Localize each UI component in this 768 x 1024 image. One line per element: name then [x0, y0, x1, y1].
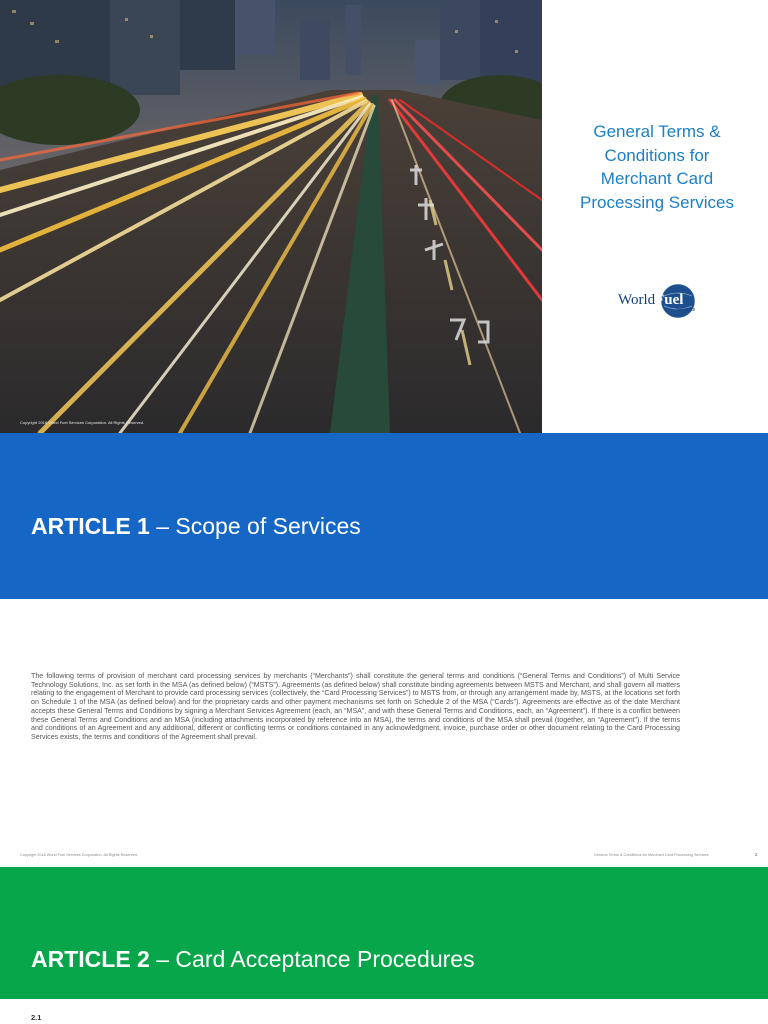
article-title: Scope of Services — [175, 513, 361, 539]
cover-title-line: Processing Services — [579, 192, 734, 212]
logo-wordmark — [618, 292, 683, 309]
page-number: 2 — [755, 852, 758, 857]
cover-title — [556, 120, 758, 214]
heading-separator: – — [149, 513, 176, 539]
heading-separator: – — [149, 946, 176, 972]
article-2-heading — [31, 946, 475, 973]
article-2-banner — [0, 867, 768, 999]
article-number: ARTICLE 2 — [31, 946, 150, 972]
logo-world: World — [618, 292, 656, 308]
article-title: Card Acceptance Procedures — [175, 946, 475, 972]
article-1-banner — [0, 433, 768, 599]
world-fuel-logo — [618, 282, 702, 322]
cover-title-line: Merchant Card — [600, 169, 714, 188]
logo-services: Services — [676, 307, 696, 313]
cover-title-line: Conditions for — [604, 145, 710, 165]
article-number: ARTICLE 1 — [31, 513, 150, 539]
cover-title-line: General Terms & — [593, 122, 721, 141]
footer-doc-title: General Terms & Conditions for Merchant Card Processing Services — [594, 853, 709, 857]
article-1-heading — [31, 513, 361, 540]
article-1-body: The following terms of provision of merchant card processing services by merchants (“Merchants”) shall constitute the general terms and conditions (“General Terms and Conditions”) of Multi Service Technology Solutions, Inc. as set forth in the MSA (as defined below) (“MSTS”). Agreements (as defined below) shall constitute binding agreements between MSTS and Merchant, and shall govern all matters relating to the engagement of Merchant to provide card processing services (collectively, the “Card Processing Services”) to MSTS from, or through any arrangement made by, MSTS, at the locations set forth on Schedule 1 of the MSA (as defined below) and for the proprietary cards and other payment mechanisms set forth on Schedule 2 of the MSA (“Cards”). Agreements are effective as of the date Merchant accepts these General Terms and Conditions by signing a Merchant Services Agreement (each, an “MSA”, and with these General Terms and Conditions, each, an “Agreement”). If there is a conflict between these General Terms and Conditions and an MSA (including attachments incorporated by reference into an MSA), the terms and conditions of the MSA shall prevail (together, an “Agreement”). If the terms and conditions of an Agreement and any additional, different or conflicting terms or conditions contained in any acknowledgment, invoice, purchase order or other document relating to the Card Processing Services exists, the terms and conditions of the Agreement shall prevail. — [31, 672, 680, 741]
footer-copyright: Copyright 2018 World Fuel Services Corporation. All Rights Reserved. — [20, 853, 138, 857]
section-number: 2.1 — [31, 1013, 42, 1022]
cover-photo — [0, 0, 542, 433]
logo-fuel: Fuel — [655, 292, 684, 308]
photo-copyright: Copyright 2018 World Fuel Services Corporation. All Rights Reserved. — [20, 420, 145, 425]
